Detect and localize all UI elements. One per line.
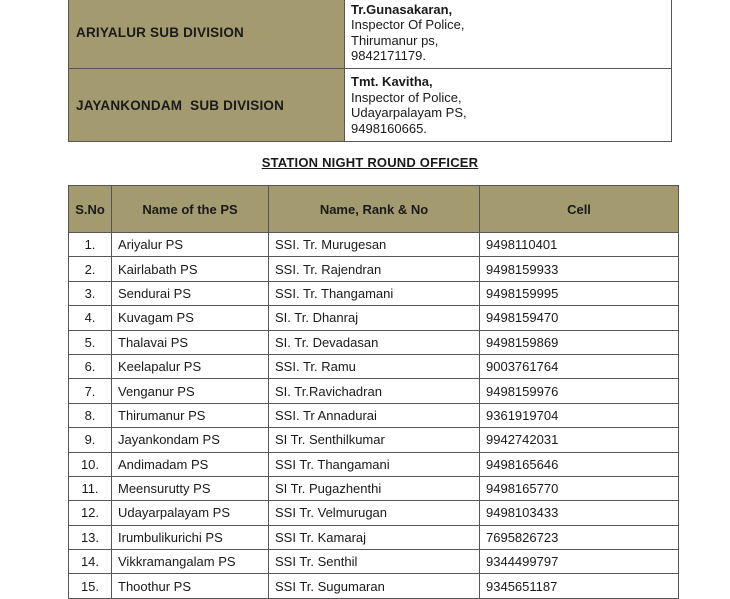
cell-sno: 9. [69,428,112,452]
table-row [69,574,679,598]
cell-phone: 9361919704 [480,403,679,427]
table-header-row [69,186,679,233]
subdivision-row [69,0,672,69]
table-row [69,233,679,257]
cell-ps-name: Vikkramangalam PS [112,550,269,574]
cell-ps-name: Ariyalur PS [112,233,269,257]
cell-sno: 10. [69,452,112,476]
officer-station: Thirumanur ps, [351,32,439,48]
cell-officer: SSI. Tr. Ramu [269,354,480,378]
table-body [69,233,679,599]
cell-phone: 9498103433 [480,501,679,525]
subdivision-name: JAYANKONDAM SUB DIVISION [69,69,345,142]
subdivision-table [68,0,672,142]
cell-officer: SI. Tr. Dhanraj [269,306,480,330]
cell-officer: SSI. Tr. Murugesan [269,233,480,257]
cell-ps-name: Sendurai PS [112,281,269,305]
cell-sno: 15. [69,574,112,598]
cell-officer: SSI Tr. Kamaraj [269,525,480,549]
cell-ps-name: Thoothur PS [112,574,269,598]
cell-phone: 9498159976 [480,379,679,403]
cell-phone: 9498165646 [480,452,679,476]
cell-phone: 9498165770 [480,476,679,500]
officer-name: Tr.Gunasakaran, [351,1,453,17]
officer-station: Udayarpalayam PS, [351,105,467,120]
subdivision-officer [345,0,672,69]
night-round-table [68,185,679,599]
header-cell: Cell [480,186,679,233]
officer-name: Tmt. Kavitha, [351,74,433,89]
table-row [69,379,679,403]
cell-ps-name: Thirumanur PS [112,403,269,427]
table-row [69,501,679,525]
cell-ps-name: Venganur PS [112,379,269,403]
cell-sno: 1. [69,233,112,257]
table-row [69,281,679,305]
table-row [69,330,679,354]
cell-ps-name: Thalavai PS [112,330,269,354]
table-row [69,257,679,281]
cell-sno: 3. [69,281,112,305]
table-row [69,428,679,452]
officer-phone: 9842171179. [351,48,426,63]
subdivision-row [69,69,672,142]
cell-sno: 11. [69,476,112,500]
cell-ps-name: Kuvagam PS [112,306,269,330]
table-row [69,306,679,330]
cell-phone: 7695826723 [480,525,679,549]
cell-ps-name: Kairlabath PS [112,257,269,281]
cell-ps-name: Jayankondam PS [112,428,269,452]
cell-officer: SSI. Tr. Rajendran [269,257,480,281]
cell-ps-name: Udayarpalayam PS [112,501,269,525]
officer-rank: Inspector Of Police, [351,17,465,32]
cell-phone: 9498159869 [480,330,679,354]
cell-officer: SSI Tr. Sugumaran [269,574,480,598]
cell-sno: 6. [69,354,112,378]
table-row [69,403,679,427]
header-officer: Name, Rank & No [269,186,480,233]
cell-officer: SSI. Tr Annadurai [269,403,480,427]
cell-phone: 9498159995 [480,281,679,305]
cell-ps-name: Andimadam PS [112,452,269,476]
table-row [69,525,679,549]
cell-officer: SSI Tr. Velmurugan [269,501,480,525]
table-row [69,354,679,378]
table-row [69,452,679,476]
cell-officer: SI. Tr.Ravichadran [269,379,480,403]
cell-ps-name: Meensurutty PS [112,476,269,500]
cell-sno: 5. [69,330,112,354]
cell-ps-name: Irumbulikurichi PS [112,525,269,549]
cell-officer: SI Tr. Pugazhenthi [269,476,480,500]
officer-rank: Inspector of Police, [351,89,462,105]
cell-sno: 13. [69,525,112,549]
cell-officer: SI. Tr. Devadasan [269,330,480,354]
cell-sno: 7. [69,379,112,403]
cell-officer: SI Tr. Senthilkumar [269,428,480,452]
header-sno: S.No [69,186,112,233]
header-ps-name: Name of the PS [112,186,269,233]
table-row [69,550,679,574]
cell-sno: 8. [69,403,112,427]
cell-phone: 9345651187 [480,574,679,598]
cell-sno: 12. [69,501,112,525]
cell-officer: SSI Tr. Senthil [269,550,480,574]
officer-phone: 9498160665. [351,120,427,136]
cell-phone: 9344499797 [480,550,679,574]
cell-phone: 9003761764 [480,354,679,378]
cell-officer: SSI. Tr. Thangamani [269,281,480,305]
cell-phone: 9498159470 [480,306,679,330]
cell-ps-name: Keelapalur PS [112,354,269,378]
cell-sno: 2. [69,257,112,281]
table-row [69,476,679,500]
cell-officer: SSI Tr. Thangamani [269,452,480,476]
cell-sno: 14. [69,550,112,574]
cell-phone: 9942742031 [480,428,679,452]
cell-phone: 9498110401 [480,233,679,257]
section-title: STATION NIGHT ROUND OFFICER [261,155,479,170]
cell-phone: 9498159933 [480,257,679,281]
cell-sno: 4. [69,306,112,330]
subdivision-name: ARIYALUR SUB DIVISION [69,0,345,69]
subdivision-officer [345,69,672,142]
